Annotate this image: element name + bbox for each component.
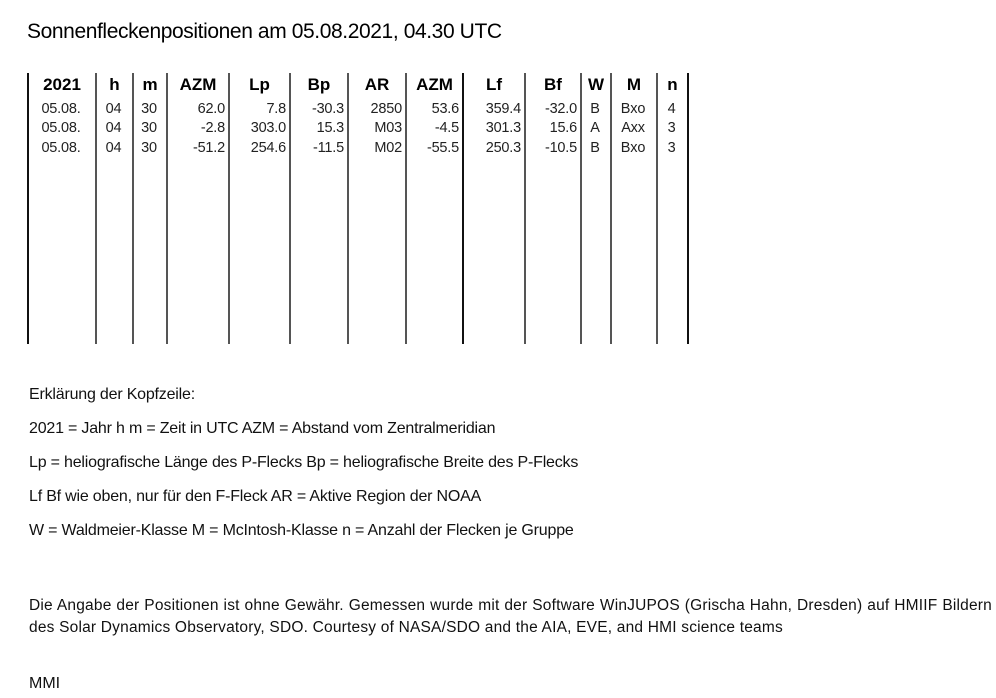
column-header: AR	[364, 75, 390, 94]
column-header: AZM	[179, 75, 217, 94]
table-cell: 301.3	[485, 120, 521, 136]
table-cell: A	[590, 120, 600, 136]
disclaimer-paragraph: Die Angabe der Positionen ist ohne Gewähr. Gemessen wurde mit der Software WinJUPOS (Grischa Hahn, Dresden) auf HMIIF Bildern des Solar Dynamics Observatory, SDO. Courtesy of NASA/SDO and the AIA, EVE, and HMI science teams	[29, 597, 992, 636]
table-cell: 3	[667, 120, 676, 136]
table-cell: M02	[374, 140, 402, 156]
table-cell: 05.08.	[41, 101, 81, 117]
table-cell: 05.08.	[41, 120, 81, 136]
explanation-heading: Erklärung der Kopfzeile:	[29, 386, 195, 403]
table-cell: Bxo	[620, 140, 646, 156]
table-cell: Bxo	[620, 101, 646, 117]
column-divider	[524, 73, 526, 344]
table-cell: -30.3	[311, 101, 344, 117]
table-cell: 30	[141, 140, 157, 156]
table-cell: -10.5	[544, 140, 577, 156]
table-cell: B	[590, 140, 600, 156]
column-divider	[228, 73, 230, 344]
column-header: W	[587, 75, 605, 94]
column-divider	[27, 73, 29, 344]
signature: MMI	[29, 675, 61, 692]
explanation-line-3: Lf Bf wie oben, nur für den F-Fleck AR = Aktive Region der NOAA	[29, 488, 482, 505]
table-cell: 3	[667, 140, 676, 156]
column-header: Lf	[485, 75, 503, 94]
table-cell: 30	[141, 101, 157, 117]
table-cell: 7.8	[266, 101, 286, 117]
table-cell: 04	[105, 140, 122, 156]
column-divider	[132, 73, 134, 344]
table-cell: 04	[105, 120, 122, 136]
table-cell: 62.0	[197, 101, 225, 117]
table-cell: 15.3	[316, 120, 344, 136]
column-header: n	[667, 75, 678, 94]
column-divider	[462, 73, 464, 344]
table-cell: 15.6	[549, 120, 577, 136]
table-cell: 4	[667, 101, 676, 117]
explanation-line-1: 2021 = Jahr h m = Zeit in UTC AZM = Abstand vom Zentralmeridian	[29, 420, 496, 437]
column-header: M	[626, 75, 642, 94]
column-divider	[166, 73, 168, 344]
table-cell: Axx	[621, 120, 645, 136]
column-header: 2021	[43, 75, 81, 94]
column-header: AZM	[416, 75, 453, 94]
explanation-line-4: W = Waldmeier-Klasse M = McIntosh-Klasse n = Anzahl der Flecken je Gruppe	[29, 522, 574, 539]
table-cell: B	[590, 101, 600, 117]
table-cell: -55.5	[426, 140, 459, 156]
table-cell: 254.6	[250, 140, 286, 156]
column-divider	[687, 73, 689, 344]
column-header: Lp	[249, 75, 270, 94]
table-cell: -32.0	[544, 101, 577, 117]
column-divider	[405, 73, 407, 344]
table-cell: 303.0	[250, 120, 286, 136]
table-cell: M03	[374, 120, 402, 136]
table-cell: 250.3	[485, 140, 521, 156]
table-cell: 05.08.	[41, 140, 81, 156]
table-cell: 2850	[370, 101, 402, 117]
explanation-line-2: Lp = heliografische Länge des P-Flecks Bp = heliografische Breite des P-Flecks	[29, 454, 579, 471]
table-cell: 30	[141, 120, 157, 136]
column-divider	[580, 73, 582, 344]
table-cell: 359.4	[485, 101, 521, 117]
column-header: Bf	[544, 75, 562, 94]
table-cell: -2.8	[200, 120, 225, 136]
column-divider	[656, 73, 658, 344]
table-cell: 53.6	[431, 101, 459, 117]
table-cell: -51.2	[192, 140, 225, 156]
column-divider	[289, 73, 291, 344]
column-header: Bp	[307, 75, 331, 94]
page-title: Sonnenfleckenpositionen am 05.08.2021, 04.30 UTC	[27, 20, 502, 43]
column-divider	[347, 73, 349, 344]
column-divider	[610, 73, 612, 344]
column-header: m	[142, 75, 158, 94]
table-cell: 04	[105, 101, 122, 117]
table-cell: -4.5	[434, 120, 459, 136]
column-divider	[95, 73, 97, 344]
column-header: h	[109, 75, 120, 94]
table-cell: -11.5	[313, 140, 344, 156]
